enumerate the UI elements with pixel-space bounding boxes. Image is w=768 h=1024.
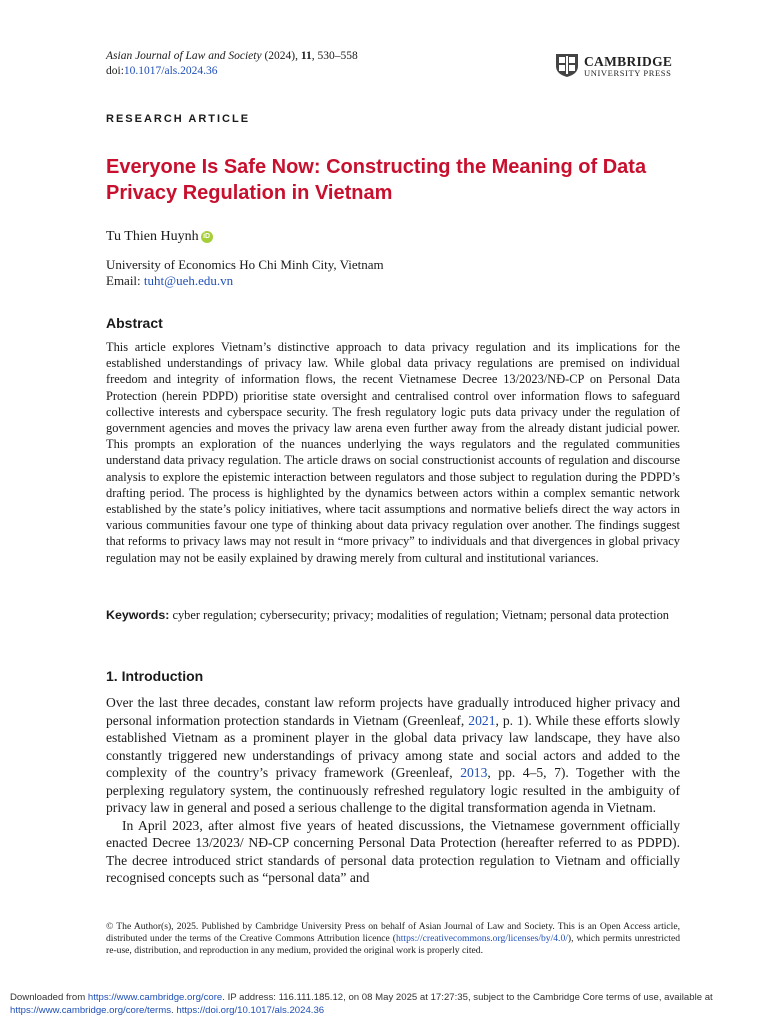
- keywords-text: cyber regulation; cybersecurity; privacy; modalities of regulation; Vietnam; personal data protection: [169, 608, 670, 622]
- publisher-subname: UNIVERSITY PRESS: [584, 68, 672, 78]
- license-link[interactable]: https://creativecommons.org/licenses/by/4.0/: [395, 933, 568, 944]
- doi-prefix: doi:: [106, 65, 124, 77]
- journal-year: (2024),: [261, 50, 301, 62]
- email-label: Email:: [106, 273, 144, 288]
- download-text: Downloaded from: [10, 992, 88, 1003]
- journal-name: Asian Journal of Law and Society: [106, 50, 262, 62]
- footnote-text: ), which permits unrestricted re-use, distribution, and reproduction in any medium, provided the original work is properly cited.: [106, 933, 680, 956]
- publisher-name: CAMBRIDGE: [584, 54, 673, 69]
- download-text: . IP address: 116.111.185.12, on 08 May 2025 at 17:27:35, subject to the Cambridge Core terms of use, available at: [222, 992, 713, 1003]
- cambridge-core-link[interactable]: https://www.cambridge.org/core: [87, 992, 223, 1003]
- footnote-text: © The Author(s), 2025. Published by Cambridge University Press on behalf of Asian Journal of Law and Society. This is an Open Access article, distributed under the terms of the Creative Commons Attribution licence (: [106, 921, 680, 944]
- paragraph-text: , p. 1). While these efforts slowly established Vietnam as a prominent player in the global data privacy law landscape, they have also constantly triggered new understandings of privacy among state and social actors and added to the complexity of the country’s privacy framework (Greenleaf,: [106, 712, 681, 780]
- orcid-icon[interactable]: iD: [201, 231, 213, 243]
- paragraph-text: , pp. 4–5, 7). Together with the perplexing regulatory system, the continuously refreshed regulatory logic resulted in the ambiguity of privacy law in general and posed a serious challenge to the digital transformation agenda in Vietnam.: [106, 765, 681, 815]
- download-notice: [10, 991, 760, 1017]
- doi-url-link[interactable]: https://doi.org/10.1017/als.2024.36: [176, 1005, 325, 1016]
- author-line: [106, 229, 213, 245]
- keywords-label: Keywords:: [106, 608, 170, 622]
- author-name: Tu Thien Huynh: [106, 229, 199, 244]
- download-text: .: [171, 1005, 177, 1016]
- abstract-text: This article explores Vietnam’s distinctive approach to data privacy regulation and its implications for the established understandings of privacy law. While global data privacy regulations are premised on individual freedom and integrity of information flows, the recent Vietnamese Decree 13/2023/NĐ-CP on Personal Data Protection (herein PDPD) prioritise state oversight and centralised control over information flows to safeguard collective interests and cyberspace security. The fresh regulatory logic puts data privacy under the regulation of government agencies and moves the privacy law arena even further away from the already distant judicial power. This prompts an exploration of the nuances underlying the ways regulators and the regulated communities understand data privacy regulation. The article draws on social constructionist accounts of regulation and discourse analysis to explore the epistemic interaction between regulators and those subject to regulation during the PDPD’s drafting period. The process is highlighted by the dynamics between actors within a complex semantic network established by the state’s policy initiatives, where tacit assumptions and normative beliefs direct the way actors in various communities favour one type of thinking about data privacy regulation over another. The findings suggest that reforms to privacy laws may not result in “more privacy” to individuals and that divergences in global privacy regulation may not be easily explained by drawing merely from cultural and institutional variances.: [106, 340, 680, 565]
- cambridge-logo: [554, 52, 684, 80]
- doi-link[interactable]: 10.1017/als.2024.36: [123, 65, 218, 77]
- article-type: RESEARCH ARTICLE: [106, 113, 251, 125]
- citation-link[interactable]: 2021: [468, 712, 496, 728]
- article-title: Everyone Is Safe Now: Constructing the Meaning of Data Privacy Regulation in Vietnam: [106, 156, 647, 204]
- institution: University of Economics Ho Chi Minh City, Vietnam: [106, 257, 384, 272]
- introduction-body: [106, 694, 680, 887]
- paragraph: In April 2023, after almost five years of heated discussions, the Vietnamese government officially enacted Decree 13/2023/ NĐ-CP concerning Personal Data Protection (hereafter referred to as PDPD). The decree introduced strict standards of personal data protection regulation to Vietnam and officially recognised concepts such as “personal data” and: [106, 817, 680, 885]
- terms-link[interactable]: https://www.cambridge.org/core/terms: [10, 1005, 172, 1016]
- abstract-heading: Abstract: [106, 315, 163, 331]
- paragraph: [106, 694, 680, 817]
- journal-volume: 11: [300, 50, 312, 62]
- email-line: [106, 273, 384, 289]
- journal-pages: , 530–558: [311, 50, 358, 62]
- keywords: [106, 607, 680, 623]
- copyright-footnote: [106, 921, 680, 957]
- email-link[interactable]: tuht@ueh.edu.vn: [143, 273, 234, 288]
- citation-link[interactable]: 2013: [460, 765, 488, 780]
- paragraph-text: Over the last three decades, constant law reform projects have gradually introduced higher privacy and personal information protection standards in Vietnam (Greenleaf,: [106, 695, 680, 728]
- affiliation: [106, 257, 384, 289]
- section-heading-introduction: 1. Introduction: [106, 668, 204, 684]
- crest-icon: [554, 52, 580, 78]
